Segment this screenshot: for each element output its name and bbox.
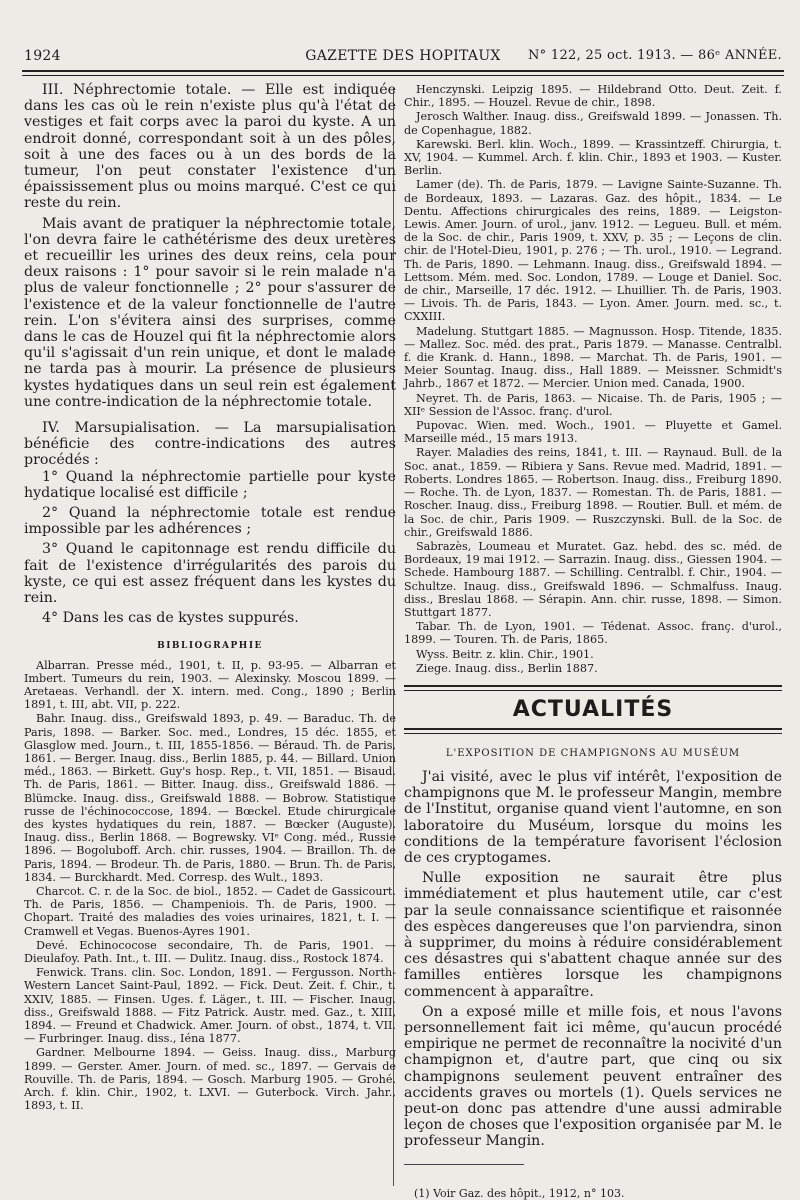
right-column — [404, 82, 782, 1200]
list-item: 1° Quand la néphrectomie partielle pour kyste hydatique localisé est difficile ; — [24, 468, 396, 501]
footnote-rule — [404, 1164, 524, 1165]
paragraph-nephrectomie-totale: III. Néphrectomie totale. — Elle est indiquée dans les cas où le rein n'existe plus qu'à l'état de vestiges et fait corps avec la paroi du kyste. A un endroit donné, correspondant soit à un des pôles, soit à une des faces ou à un des bords de la tumeur, l'on peut constater l'existence d'un épaississement plus ou moins marqué. C'est ce qui reste du rein. — [24, 82, 396, 212]
bib-entry: Fenwick. Trans. clin. Soc. London, 1891. — Fergusson. North-Western Lancet Saint-Paul, 1892. — Fick. Deut. Zeit. f. Chir., t. XXIV, 1885. — Finsen. Uges. f. Läger., t. III. — Fischer. Inaug. diss., Greifswald 1888. — Fitz Patrick. Austr. med. Gaz., t. XIII, 1894. — Freund et Chadwick. Amer. Journ. of obst., 1874, t. VII. — Furbringer. Inaug. diss., Iéna 1877. — [24, 966, 396, 1046]
list-item: 2° Quand la néphrectomie totale est rendue impossible par les adhérences ; — [24, 505, 396, 538]
bib-entry: Jerosch Walther. Inaug. diss., Greifswald 1899. — Jonassen. Th. de Copenhague, 1882. — [404, 110, 782, 137]
list-item: 4° Dans les cas de kystes suppurés. — [42, 610, 299, 627]
article-body — [404, 769, 782, 1150]
bib-entry: Charcot. C. r. de la Soc. de biol., 1852. — Cadet de Gassicourt. Th. de Paris, 1856. — Champeniois. Th. de Paris, 1900. — Chopart. Traité des maladies des voies urinaires, 1821, t. I. — Cramwell et Vegas. Buenos-Ayres 1901. — [24, 884, 396, 938]
section-rule-bottom — [404, 728, 782, 734]
page-header — [24, 48, 782, 70]
list-item: 3° Quand le capitonnage est rendu difficile du fait de l'existence d'irrégularités des parois du kyste, ce qui est assez fréquent dans les kystes du rein. — [24, 541, 396, 607]
issue-info: N° 122, 25 oct. 1913. — 86ᵉ ANNÉE. — [528, 48, 782, 63]
bib-entry: Ziege. Inaug. diss., Berlin 1887. — [416, 661, 598, 675]
section-title: ACTUALITÉS — [512, 696, 674, 722]
bibliography-right — [404, 83, 782, 675]
bib-entry: Lamer (de). Th. de Paris, 1879. — Lavigne Sainte-Suzanne. Th. de Bordeaux, 1893. — Lazaras. Gaz. des hôpit., 1834. — Le Dentu. Affections chirurgicales des reins, 1889. — Leigston-Lewis. Amer. Journ. of urol., janv. 1912. — Legueu. Bull. et mém. de la Soc. de chir., Paris 1909, t. XXV, p. 35 ; — Leçons de clin. chir. de l'Hotel-Dieu, 1901, p. 276 ; — Th. urol., 1910. — Legrand. Th. de Paris, 1890. — Lehmann. Inaug. diss., Greifswald 1894. — Lettsom. Mém. med. Soc. London, 1789. — Louge et Daniel. Soc. de chir., Marseille, 17 déc. 1912. — Lhuillier. Th. de Paris, 1903. — Livois. Th. de Paris, 1843. — Lyon. Amer. Journ. med. sc., t. CXXIII. — [404, 178, 782, 324]
bib-entry: Albarran. Presse méd., 1901, t. II, p. 93-95. — Albarran et Imbert. Tumeurs du rein, 1903. — Alexinsky. Moscou 1899. — Aretaeas. Verhandl. der X. intern. med. Cong., 1890 ; Berlin 1891, t. III, abt. VII, p. 222. — [24, 658, 396, 712]
paragraph-cautions: Mais avant de pratiquer la néphrectomie totale, l'on devra faire le cathétérisme des deux uretères et recueillir les urines des deux reins, cela pour deux raisons : 1° pour savoir si le rein malade n'a plus de valeur fonctionnelle ; 2° pour s'assurer de l'existence et de la valeur fonctionnelle de l'autre rein. L'on s'évitera ainsi des surprises, comme dans le cas de Houzel qui fit la néphrectomie alors qu'il s'agissait d'un rein unique, et dont le malade ne tarda pas à mourir. La présence de plusieurs kystes hydatiques dans un seul rein est également une contre-indication de la néphrectomie totale. — [24, 215, 396, 410]
bib-entry: Pupovac. Wien. med. Woch., 1901. — Pluyette et Gamel. Marseille méd., 15 mars 1913. — [404, 419, 782, 446]
bibliography-left — [24, 659, 396, 1113]
article-paragraph: Nulle exposition ne saurait être plus immédiatement et plus hautement utile, car c'est par la seule connaissance scientifique et raisonnée des espèces dangereuses que l'on parviendra, sinon à supprimer, du moins à réduire considérablement ces désastres qui s'abattent chaque année sur des familles entières lorsque les champignons commencent à apparaître. — [404, 870, 782, 1000]
paragraph-marsupialisation: IV. Marsupialisation. — La marsupialisation bénéficie des contre-indications des autres procédés : — [24, 420, 396, 469]
bib-entry: Henczynski. Leipzig 1895. — Hildebrand Otto. Deut. Zeit. f. Chir., 1895. — Houzel. Revue de chir., 1898. — [404, 83, 782, 110]
indication-list — [24, 469, 396, 627]
bib-entry: Neyret. Th. de Paris, 1863. — Nicaise. Th. de Paris, 1905 ; — XIIᵉ Session de l'Assoc. franç. d'urol. — [404, 391, 782, 418]
bib-entry: Bahr. Inaug. diss., Greifswald 1893, p. 49. — Baraduc. Th. de Paris, 1898. — Barker. Soc. med., Londres, 15 déc. 1855, et Glasglow med. Journ., t. III, 1855-1856. — Béraud. Th. de Paris, 1861. — Berger. Inaug. diss., Berlin 1885, p. 44. — Billard. Union méd., 1863. — Birkett. Guy's hosp. Rep., t. VII, 1851. — Bisaud. Th. de Paris, 1861. — Bitter. Inaug. diss., Greifswald 1886. — Blümcke. Inaug. diss., Greifswald 1888. — Bobrow. Statistique russe de l'échinococcose, 1894. — Bœckel. Etude chirurgicale des kystes hydatiques du rein, 1887. — Bœcker (Auguste). Inaug. diss., Berlin 1868. — Bogrewsky. VIᵉ Cong. méd., Russie 1896. — Bogoluboff. Arch. chir. russes, 1904. — Braillon. Th. de Paris, 1894. — Brodeur. Th. de Paris, 1880. — Brun. Th. de Paris, 1834. — Burckhardt. Med. Corresp. des Wult., 1893. — [24, 712, 396, 884]
header-rule-thin — [22, 75, 784, 76]
bib-entry: Madelung. Stuttgart 1885. — Magnusson. Hosp. Titende, 1835. — Mallez. Soc. méd. des prat., Paris 1879. — Manasse. Centralbl. f. die Krank. d. Hann., 1898. — Marchat. Th. de Paris, 1901. — Meier Sountag. Inaug. diss., Hall 1889. — Meissner. Schmidt's Jahrb., 1867 et 1872. — Mercier. Union med. Canada, 1900. — [404, 324, 782, 391]
page-number: 1924 — [24, 48, 61, 64]
bib-entry: Rayer. Maladies des reins, 1841, t. III. — Raynaud. Bull. de la Soc. anat., 1859. — Ribiera y Sans. Revue med. Madrid, 1891. — Roberts. Londres 1865. — Robertson. Inaug. diss., Freiburg 1890. — Roche. Th. de Lyon, 1837. — Romestan. Th. de Paris, 1881. — Roscher. Inaug. diss., Freiburg 1898. — Routier. Bull. et mém. de la Soc. de chir., Paris 1909. — Ruszczynski. Bull. de la Soc. de chir., Greifswald 1886. — [404, 446, 782, 539]
left-column — [24, 82, 396, 1112]
bib-entry: Karewski. Berl. klin. Woch., 1899. — Krassintzeff. Chirurgia, t. XV, 1904. — Kummel. Arch. f. klin. Chir., 1893 et 1903. — Kuster. Berlin. — [404, 137, 782, 178]
bibliography-heading: BIBLIOGRAPHIE — [157, 640, 263, 651]
journal-title: GAZETTE DES HOPITAUX — [305, 48, 501, 64]
bib-entry: Gardner. Melbourne 1894. — Geiss. Inaug. diss., Marburg 1899. — Gerster. Amer. Journ. of med. sc., 1897. — Gervais de Rouville. Th. de Paris, 1894. — Gosch. Marburg 1905. — Grohé. Arch. f. klin. Chir., 1902, t. LXVI. — Guterbock. Virch. Jahr., 1893, t. II. — [24, 1046, 396, 1113]
header-rule — [22, 70, 784, 72]
bib-entry: Sabrazès, Loumeau et Muratet. Gaz. hebd. des sc. méd. de Bordeaux, 19 mai 1912. — Sarrazin. Inaug. diss., Giessen 1904. — Schede. Hambourg 1887. — Schilling. Centralbl. f. Chir., 1904. — Schultze. Inaug. diss., Greifswald 1896. — Schmalfuss. Inaug. diss., Breslau 1868. — Sérapin. Ann. chir. russe, 1898. — Simon. Stuttgart 1877. — [404, 539, 782, 619]
footnote: (1) Voir Gaz. des hôpit., 1912, n° 103. — [414, 1186, 625, 1200]
section-rule-top — [404, 685, 782, 691]
bib-entry: Wyss. Beitr. z. klin. Chir., 1901. — [416, 647, 594, 661]
article-paragraph: J'ai visité, avec le plus vif intérêt, l'exposition de champignons que M. le professeur Mangin, membre de l'Institut, organise quand vient l'automne, en son laboratoire du Muséum, lorsque du moins les conditions de la température favorisent l'éclosion de ces cryptogames. — [404, 768, 782, 866]
article-paragraph: On a exposé mille et mille fois, et nous l'avons personnellement fait ici même, qu'aucun procédé empirique ne permet de reconnaître la nocivité d'un champignon et, d'autre part, que cinq ou six champignons seulement peuvent entraîner des accidents graves ou mortels (1). Quels services ne peut-on donc pas attendre d'une aussi admirable leçon de choses que l'exposition organisée par M. le professeur Mangin. — [404, 1003, 782, 1150]
article-title: L'EXPOSITION DE CHAMPIGNONS AU MUSÉUM — [445, 747, 741, 759]
bib-entry: Devé. Echinococose secondaire, Th. de Paris, 1901. — Dieulafoy. Path. Int., t. III. — Dulitz. Inaug. diss., Rostock 1874. — [24, 938, 396, 965]
bib-entry: Tabar. Th. de Lyon, 1901. — Tédenat. Assoc. franç. d'urol., 1899. — Touren. Th. de Paris, 1865. — [404, 620, 782, 647]
